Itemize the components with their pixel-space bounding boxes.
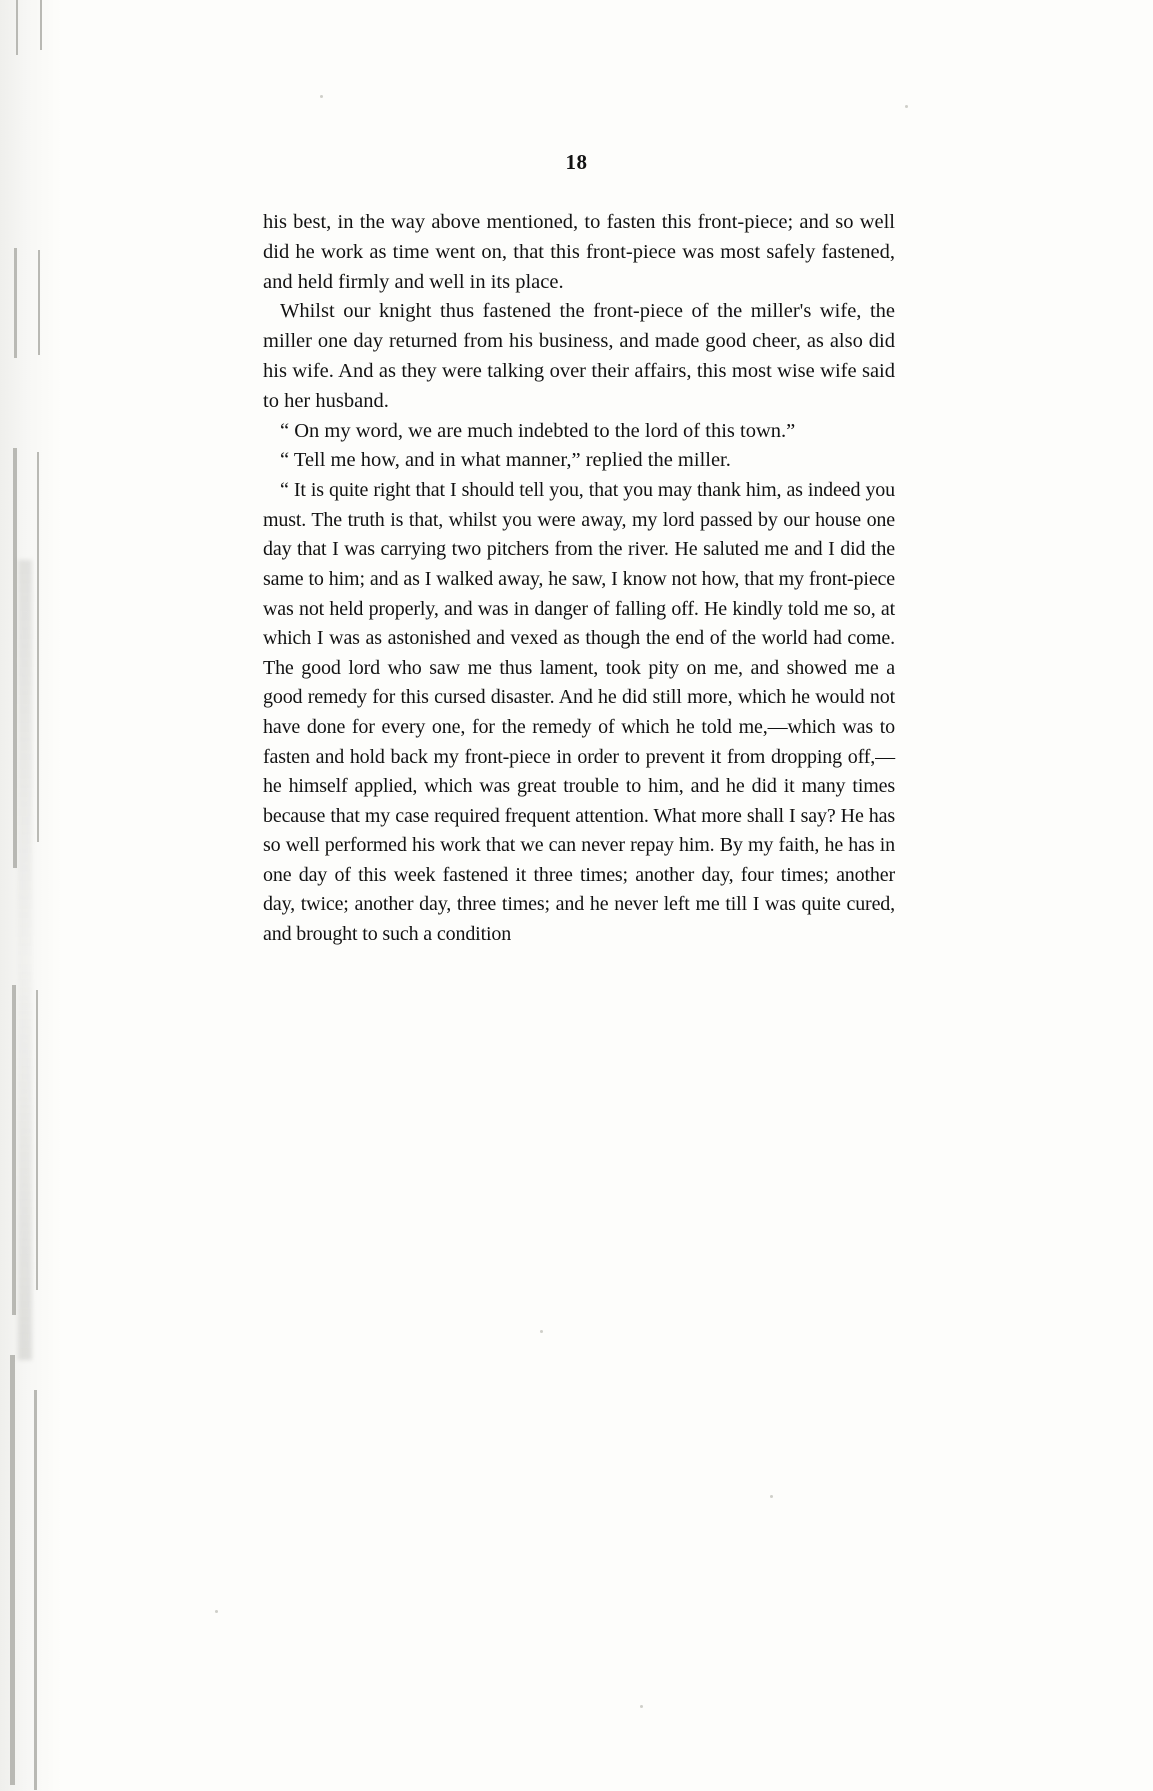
scan-speck: [640, 1705, 643, 1708]
gutter-artifact: [16, 0, 18, 55]
page-body-text: [263, 208, 895, 950]
gutter-artifact: [34, 1390, 37, 1790]
gutter-smudge: [18, 560, 32, 1360]
gutter-artifact: [14, 248, 17, 358]
gutter-artifact: [12, 985, 16, 1315]
paragraph: “ Tell me how, and in what manner,” replied the miller.: [280, 449, 731, 472]
paragraph: Whilst our knight thus fastened the front-piece of the miller's wife, the miller one day returned from his business, and made good cheer, as also did his wife. And as they were talking over their affairs, this most wise wife said to her husband.: [263, 300, 895, 412]
scan-speck: [770, 1495, 773, 1498]
gutter-artifact: [13, 448, 17, 868]
gutter-artifact: [38, 250, 40, 355]
gutter-artifact: [36, 990, 38, 1290]
gutter-artifact: [37, 452, 39, 842]
scan-speck: [540, 1330, 543, 1333]
gutter-artifact: [40, 0, 42, 50]
paragraph: his best, in the way above mentioned, to fasten this front-piece; and so well did he work as time went on, that this front-piece was most safely fastened, and held firmly and well in its place.: [263, 211, 895, 293]
scan-speck: [905, 105, 908, 108]
gutter-artifact: [10, 1355, 15, 1785]
paragraph: “ It is quite right that I should tell you, that you may thank him, as indeed you must. The truth is that, whilst you were away, my lord passed by our house one day that I was carrying two pitchers from the river. He saluted me and I did the same to him; and as I walked away, he saw, I know not how, that my front-piece was not held properly, and was in danger of falling off. He kindly told me so, at which I was as astonished and vexed as though the end of the world had come. The good lord who saw me thus lament, took pity on me, and showed me a good remedy for this cursed disaster. And he did still more, which he would not have done for every one, for the remedy of which he told me,—which was to fasten and hold back my front-piece in order to prevent it from dropping off,—he himself applied, which was great trouble to him, and he did it many times because that my case required frequent attention. What more shall I say? He has so well performed his work that we can never repay him. By my faith, he has in one day of this week fastened it three times; another day, four times; another day, twice; another day, three times; and he never left me till I was quite cured, and brought to such a condition: [263, 479, 895, 946]
scan-speck: [320, 95, 323, 98]
paragraph: “ On my word, we are much indebted to the lord of this town.”: [280, 419, 796, 442]
page-number: 18: [565, 150, 588, 174]
binding-gutter: [0, 0, 62, 1791]
scan-speck: [215, 1610, 218, 1613]
